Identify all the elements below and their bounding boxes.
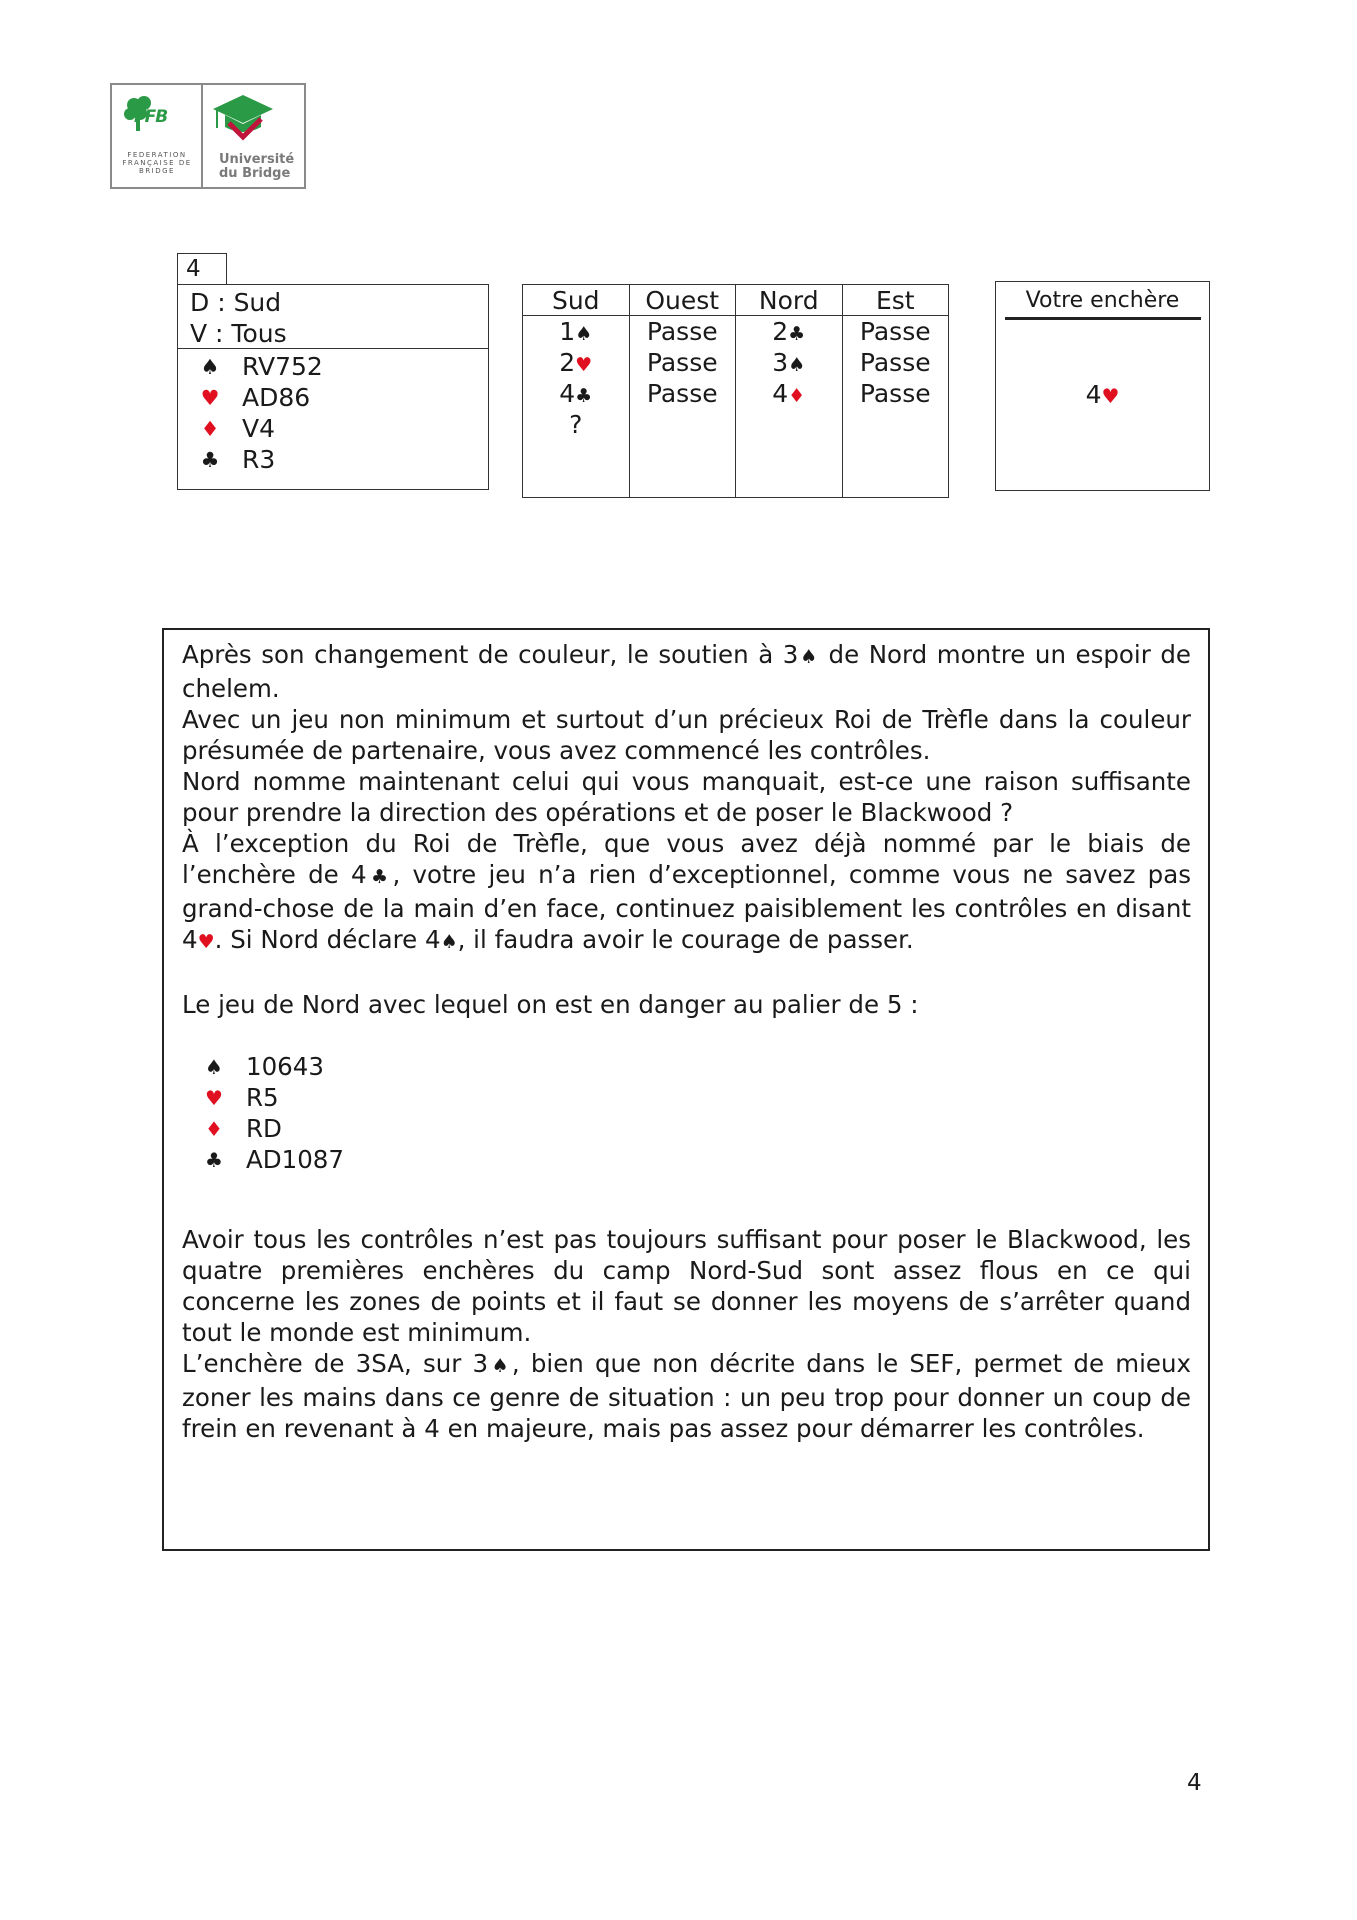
spade-icon: ♠	[798, 646, 819, 668]
bid-level: 2	[772, 317, 789, 346]
hand-row-spades	[178, 351, 488, 382]
bid-cell: Passe	[646, 379, 718, 408]
club-cards: AD1087	[246, 1145, 344, 1174]
heart-cards: R5	[246, 1083, 279, 1112]
heart-icon: ♥	[200, 385, 220, 410]
bid-cell	[736, 378, 842, 409]
north-hand-row-diamonds	[182, 1113, 1191, 1144]
bid-cell: Passe	[646, 348, 718, 377]
your-bid-value	[996, 380, 1209, 409]
diamond-icon: ♦	[205, 1116, 223, 1141]
text-span: , il faudra avoir le courage de passer.	[457, 925, 914, 954]
deal-box	[177, 284, 489, 490]
universite-line1: Université	[219, 152, 295, 167]
spacer	[182, 1206, 1191, 1224]
bid-cell	[523, 316, 629, 347]
club-icon: ♣	[366, 866, 393, 888]
bid-header: Ouest	[630, 285, 736, 316]
bid-level: 3	[772, 348, 789, 377]
vulnerability: V : Tous	[190, 319, 287, 348]
graduation-cap-icon	[211, 93, 275, 145]
commentary-paragraph	[182, 639, 1191, 704]
bid-level: 4	[772, 379, 789, 408]
spade-cards: 10643	[246, 1052, 324, 1081]
bid-header: Sud	[523, 285, 629, 316]
heart-icon: ♥	[205, 1085, 223, 1110]
text-span: , votre jeu n’a rien d’exceptionnel, comme vous ne savez pas grand-chose de la main d’en face, continuez paisiblement les contrôles en disant 4	[182, 860, 1191, 954]
commentary-box	[162, 628, 1210, 1551]
bid-cell: Passe	[859, 379, 931, 408]
bidding-table	[522, 284, 949, 498]
universite-line2: du Bridge	[219, 166, 291, 181]
text-span: Après son changement de couleur, le soutien à 3	[182, 640, 799, 669]
bid-level: 1	[559, 317, 576, 346]
club-icon: ♣	[205, 1147, 223, 1172]
bid-cell	[523, 378, 629, 409]
club-icon: ♣	[200, 447, 220, 472]
text-span: . Si Nord déclare 4	[214, 925, 441, 954]
bid-column-ouest	[630, 285, 737, 497]
heart-icon: ♥	[197, 931, 215, 953]
spade-icon: ♠	[488, 1355, 512, 1377]
spade-icon: ♠	[575, 323, 593, 345]
universite-logo	[203, 85, 304, 187]
your-bid-box	[995, 281, 1210, 491]
ffb-logo	[112, 85, 203, 187]
bid-column-sud	[523, 285, 630, 497]
bid-level: 2	[559, 348, 576, 377]
spacer	[182, 1020, 1191, 1051]
commentary-paragraph: Avec un jeu non minimum et surtout d’un précieux Roi de Trèfle dans la couleur présumée de partenaire, vous avez commencé les contrôles.	[182, 705, 1191, 765]
deal-number: 4	[177, 253, 227, 285]
page-number: 4	[1187, 1770, 1202, 1796]
diamond-icon: ♦	[788, 385, 806, 407]
spade-icon: ♠	[200, 354, 220, 379]
your-bid-rule	[1005, 317, 1201, 320]
universite-text	[219, 153, 294, 181]
heart-cards: AD86	[242, 383, 311, 412]
spade-icon: ♠	[205, 1054, 223, 1079]
bid-header: Est	[843, 285, 949, 316]
text-span: , bien que non décrite dans le SEF, permet de mieux zoner les mains dans ce genre de situation : un peu trop pour donner un coup de frein en revenant à 4 en majeure, mais pas assez pour démarrer les contrôles.	[182, 1349, 1191, 1443]
bid-cell	[523, 409, 629, 440]
club-icon: ♣	[788, 323, 806, 345]
club-icon: ♣	[575, 385, 593, 407]
spacer	[182, 1175, 1191, 1206]
commentary-paragraph	[182, 828, 1191, 958]
deal-info	[178, 285, 488, 349]
heart-icon: ♥	[1101, 384, 1120, 408]
south-hand	[178, 349, 488, 475]
hand-row-hearts	[178, 382, 488, 413]
north-hand-row-clubs	[182, 1144, 1191, 1175]
ffb-universite-logo	[110, 83, 306, 189]
bid-cell: Passe	[646, 317, 718, 346]
commentary-paragraph	[182, 1348, 1191, 1444]
spacer	[182, 958, 1191, 989]
hand-row-clubs	[178, 444, 488, 475]
bid-cell: Passe	[859, 317, 931, 346]
spade-icon: ♠	[788, 354, 806, 376]
spade-cards: RV752	[242, 352, 323, 381]
heart-icon: ♥	[575, 354, 593, 376]
your-bid-level: 4	[1085, 380, 1102, 409]
bid-column-nord	[736, 285, 843, 497]
commentary-paragraph: Nord nomme maintenant celui qui vous manquait, est-ce une raison suffisante pour prendre la direction des opérations et de poser le Blackwood ?	[182, 767, 1191, 827]
commentary-paragraph: Avoir tous les contrôles n’est pas toujours suffisant pour poser le Blackwood, les quatre premières enchères du camp Nord-Sud sont assez flous en ce qui concerne les zones de points et il faut se donner les moyens de s’arrêter quand tout le monde est minimum.	[182, 1225, 1191, 1347]
text-span: de Nord montre un espoir de chelem.	[182, 640, 1191, 703]
dealer: D : Sud	[190, 288, 282, 317]
commentary-paragraph: Le jeu de Nord avec lequel on est en danger au palier de 5 :	[182, 990, 919, 1019]
bid-cell	[736, 316, 842, 347]
text-span: À l’exception du Roi de Trèfle, que vous avez déjà nommé par le biais de l’enchère de 4	[182, 829, 1191, 889]
diamond-icon: ♦	[200, 416, 220, 441]
bid-header: Nord	[736, 285, 842, 316]
bid-cell	[736, 347, 842, 378]
club-cards: R3	[242, 445, 276, 474]
diamond-cards: RD	[246, 1114, 282, 1143]
bid-level: ?	[569, 410, 583, 439]
bid-cell: Passe	[859, 348, 931, 377]
north-hand	[182, 1051, 1191, 1175]
north-hand-row-spades	[182, 1051, 1191, 1082]
bid-cell	[523, 347, 629, 378]
diamond-cards: V4	[242, 414, 276, 443]
bid-column-est	[843, 285, 949, 497]
bid-level: 4	[559, 379, 576, 408]
north-hand-row-hearts	[182, 1082, 1191, 1113]
text-span: L’enchère de 3SA, sur 3	[182, 1349, 489, 1378]
ffb-text: FFB	[134, 107, 168, 127]
spade-icon: ♠	[440, 931, 458, 953]
your-bid-title: Votre enchère	[1025, 288, 1180, 313]
hand-row-diamonds	[178, 413, 488, 444]
federation-text: FEDERATION FRANÇAISE DE BRIDGE	[122, 151, 192, 175]
